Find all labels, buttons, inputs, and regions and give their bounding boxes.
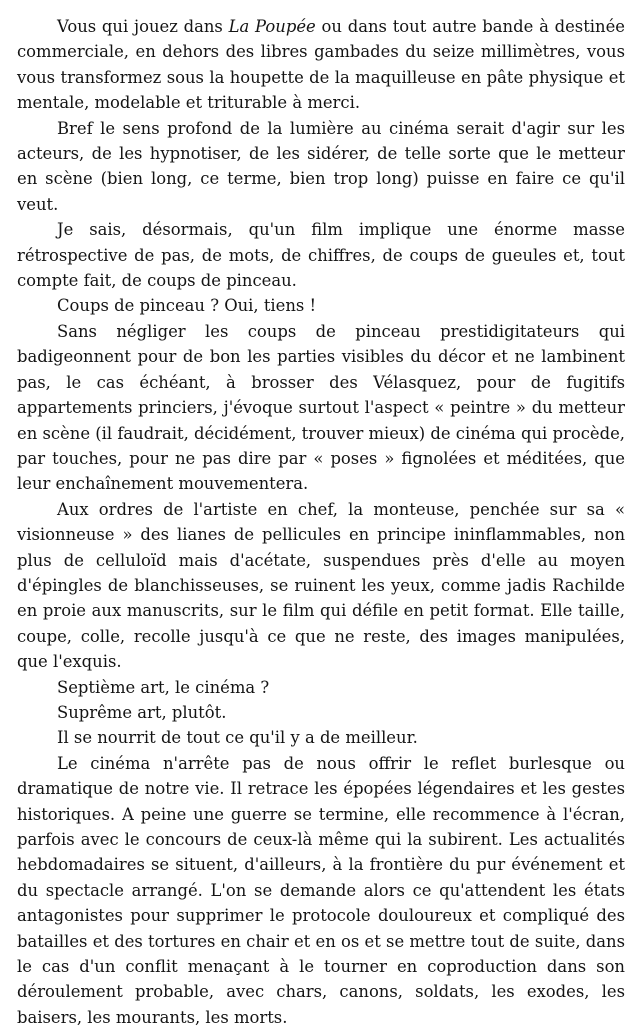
paragraph-4: Coups de pinceau ? Oui, tiens !	[57, 296, 317, 316]
paragraph-7: Septième art, le cinéma ?	[57, 677, 270, 697]
paragraph-1	[17, 14, 625, 116]
paragraph-5: Sans négliger les coups de pinceau prestidigitateurs qui badigeonnent pour de bon les parties visibles du décor et ne lambinent pas, le cas échéant, à brosser des Vélasquez, pour de fugitifs appartements princiers, j'évoque surtout l'aspect « peintre » du metteur en scène (il faudrait, décidément, trouver mieux) de cinéma qui procède, par touches, pour ne pas dire par « poses » fignolées et méditées, que leur enchaînement mouvementera.	[17, 321, 625, 494]
paragraph-10: Le cinéma n'arrête pas de nous offrir le reflet burlesque ou dramatique de notre vie. Il retrace les épopées légendaires et les gestes historiques. A peine une guerre se termine, elle recommence à l'écran, parfois avec le concours de ceux-là même qui la subirent. Les actualités hebdomadaires se situent, d'ailleurs, à la frontière du pur événement et du spectacle arrangé. L'on se demande alors ce qu'attendent les états antagonistes pour supprimer le protocole douloureux et compliqué des batailles et des tortures en chair et en os et se mettre tout de suite, dans le cas d'un conflit menaçant à le tourner en coproduction dans son déroulement probable, avec chars, canons, soldats, les exodes, les baisers, les mourants, les morts.	[17, 753, 625, 1027]
film-title-la-poupee: La Poupée	[228, 17, 316, 36]
paragraph-6: Aux ordres de l'artiste en chef, la monteuse, penchée sur sa « visionneuse » des lianes de pellicules en principe ininflammables, non plus de celluloïd mais d'acétate, suspendues près d'elle au moyen d'épingles de blanchisseuses, se ruinent les yeux, comme jadis Rachilde en proie aux manuscrits, sur le film qui défile en petit format. Elle taille, coupe, colle, recolle jusqu'à ce que ne reste, des images manipulées, que l'exquis.	[17, 499, 625, 672]
paragraph-1-text-start: Vous qui jouez dans	[57, 17, 229, 36]
paragraph-3: Je sais, désormais, qu'un film implique une énorme masse rétrospective de pas, de mots, de chiffres, de coups de gueules et, tout compte fait, de coups de pinceau.	[17, 220, 625, 291]
paragraph-9: Il se nourrit de tout ce qu'il y a de meilleur.	[57, 728, 418, 748]
paragraph-8: Suprême art, plutôt.	[57, 702, 227, 722]
paragraph-1-text-end: ou dans tout autre bande à destinée commerciale, en dehors des libres gambades du seize millimètres, vous vous transformez sous la houpette de la maquilleuse en pâte physique et mentale, modelable et triturable à merci.	[17, 17, 626, 113]
paragraph-2: Bref le sens profond de la lumière au cinéma serait d'agir sur les acteurs, de les hypnotiser, de les sidérer, de telle sorte que le metteur en scène (bien long, ce terme, bien trop long) puisse en faire ce qu'il veut.	[17, 118, 625, 214]
